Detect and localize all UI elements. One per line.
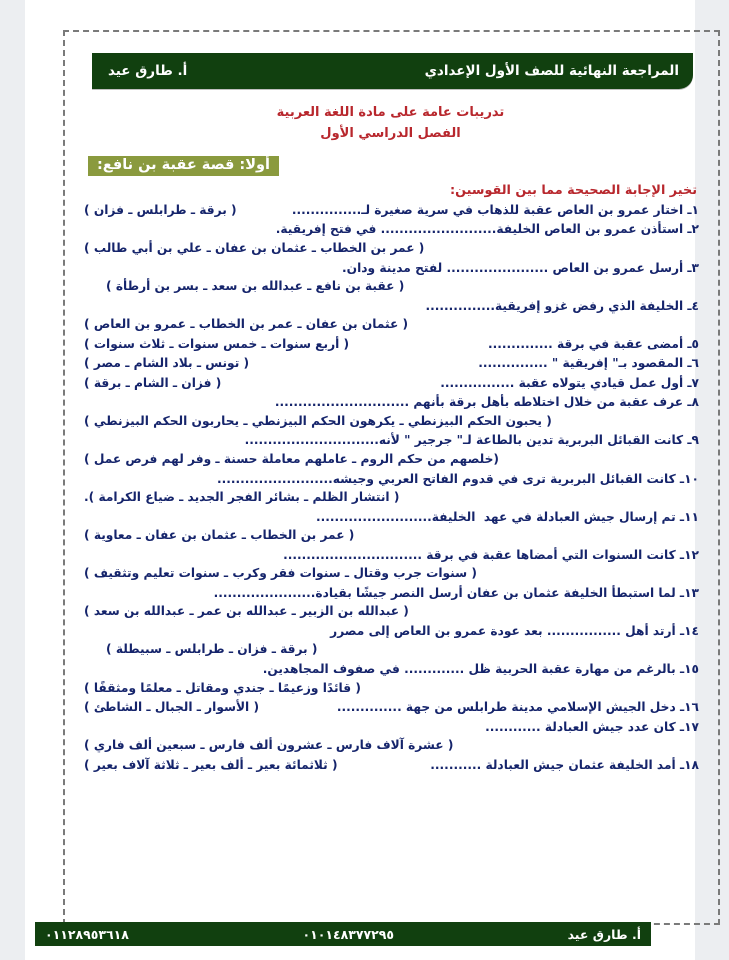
question-item (80, 660, 701, 697)
subtitle-block (80, 102, 701, 145)
question-item (80, 259, 701, 296)
question-text: ١٠ـ كانت القبائل البربرية ترى في قدوم الفاتح العربي وجيشه......................... (217, 471, 699, 486)
document-title: المراجعة النهائية للصف الأول الإعدادي (424, 63, 679, 79)
question-text: ٨ـ عرف عقبة من خلال اختلاطه بأهل برقة بأنهم ............................. (274, 395, 699, 410)
question-choices: ( يحبون الحكم البيزنطي ـ يكرهون الحكم البيزنطي ـ يحاربون الحكم البيزنطي ) (84, 413, 552, 428)
question-item (80, 335, 701, 354)
question-row (80, 201, 701, 220)
question-text: ١٢ـ كانت السنوات التي أمضاها عقبة في برقة .............................. (283, 547, 699, 562)
question-row (80, 756, 701, 775)
question-text: ١٦ـ دخل الجيش الإسلامي مدينة طرابلس من جهة .............. (336, 700, 699, 715)
question-item (80, 431, 701, 468)
question-text: ٣ـ أرسل عمرو بن العاص ...................... لفتح مدينة ودان. (342, 260, 699, 275)
question-choices: ( سنوات جرب وقتال ـ سنوات فقر وكرب ـ سنوات تعليم وتثقيف ) (84, 566, 477, 581)
question-choices: ( عمر بن الخطاب ـ عثمان بن عفان ـ معاوية ) (84, 528, 355, 543)
question-item (80, 546, 701, 583)
question-item (80, 297, 701, 334)
question-text: ٥ـ أمضى عقبة في برقة .............. (487, 336, 699, 351)
question-list (80, 201, 701, 774)
question-choices: ( فزان ـ الشام ـ برقة ) (84, 375, 222, 390)
question-text: ١٥ـ بالرغم من مهارة عقبة الحربية ظل ............. في صفوف المجاهدين. (262, 662, 699, 676)
question-text: ٤ـ الخليفة الذي رفض غزو إفريقية............... (425, 298, 699, 313)
question-item (80, 201, 701, 220)
question-item (80, 508, 701, 545)
question-choices: ( قائدًا وزعيمًا ـ جندي ومقاتل ـ معلمًا ومثقفًا ) (84, 680, 361, 695)
question-text: ٦ـ المقصود بـ" إفريقية " ............... (478, 356, 699, 371)
question-choices: ( تونس ـ بلاد الشام ـ مصر ) (84, 356, 250, 371)
question-item (80, 220, 701, 257)
header-author-name: أ. طارق عيد (108, 63, 188, 79)
question-item (80, 622, 701, 659)
subtitle-line-2: الفصل الدراسي الأول (320, 126, 461, 142)
footer-phone-secondary: ٠١١٢٨٩٥٣٦١٨ (45, 926, 129, 942)
question-choices: ( برقة ـ طرابلس ـ فزان ) (84, 202, 237, 217)
question-text: ١ـ اختار عمرو بن العاص عقبة للذهاب في سرية صغيرة لـ............... (291, 202, 699, 217)
question-choices: ( أربع سنوات ـ خمس سنوات ـ ثلاث سنوات ) (84, 336, 350, 351)
section-instruction: تخير الإجابة الصحيحة مما بين القوسين: (450, 182, 697, 198)
question-item (80, 470, 701, 507)
question-choices: ( عثمان بن عفان ـ عمر بن الخطاب ـ عمرو بن العاص ) (84, 317, 409, 332)
footer-author-name: أ. طارق عيد (567, 926, 641, 942)
question-choices: ( عمر بن الخطاب ـ عثمان بن عفان ـ علي بن أبي طالب ) (84, 240, 425, 255)
question-item (80, 756, 701, 775)
question-item (80, 584, 701, 621)
footer-phone-primary: ٠١٠١٤٨٣٧٧٢٩٥ (302, 926, 395, 942)
question-choices: ( ثلاثمائة بعير ـ ألف بعير ـ ثلاثة آلاف بعير ) (84, 757, 338, 772)
question-row (80, 374, 701, 393)
question-row (80, 698, 701, 717)
question-text: ٧ـ أول عمل قيادي يتولاه عقبة ................ (440, 375, 699, 390)
question-choices: ( عقبة بن نافع ـ عبدالله بن سعد ـ بسر بن أرطأة ) (106, 279, 405, 294)
question-item (80, 393, 701, 430)
subtitle-line-1: تدريبات عامة على مادة اللغة العربية (276, 105, 505, 120)
question-choices: ( الأسوار ـ الجبال ـ الشاطئ ) (84, 700, 260, 715)
question-text: ١٨ـ أمد الخليفة عثمان جيش العبادلة ........... (430, 757, 699, 772)
question-item (80, 718, 701, 755)
document-header-banner (92, 53, 693, 89)
section-heading-row (80, 154, 701, 176)
page-sheet (25, 0, 699, 960)
question-text: ٩ـ كانت القبائل البربرية تدين بالطاعة لـ" جرجير " لأنه............................. (244, 433, 699, 448)
question-text: ١٣ـ لما استبطأ الخليفة عثمان بن عفان أرسل النصر جيشًا بقيادة...................... (213, 585, 699, 600)
question-item (80, 354, 701, 373)
question-text: ١٤ـ أرتد أهل ................ بعد عودة عمرو بن العاص إلى مصرر (330, 623, 699, 638)
section-heading: أولا: قصة عقبة بن نافع: (88, 156, 279, 176)
question-row (80, 335, 701, 354)
document-footer-bar (35, 922, 651, 946)
question-choices: ( انتشار الظلم ـ بشائر الفجر الجديد ـ ضياع الكرامة ). (84, 490, 400, 505)
question-item (80, 698, 701, 717)
question-row (80, 354, 701, 373)
question-choices: ( عشرة آلاف فارس ـ عشرون ألف فارس ـ سبعين ألف فاري ) (84, 738, 454, 753)
question-choices: ( عبدالله بن الزبير ـ عبدالله بن عمر ـ عبدالله بن سعد ) (84, 604, 409, 619)
question-text: ٢ـ استأذن عمرو بن العاص الخليفة......................... في فتح إفريقية. (275, 222, 699, 237)
question-text: ١٧ـ كان عدد جيش العبادلة ............ (485, 719, 699, 734)
question-text: ١١ـ تم إرسال جيش العبادلة في عهد الخليفة......................... (316, 509, 699, 524)
question-item (80, 374, 701, 393)
question-choices: ( برقة ـ فزان ـ طرابلس ـ سبيطلة ) (106, 642, 318, 657)
question-choices: (خلصهم من حكم الروم ـ عاملهم معاملة حسنة ـ وفر لهم فرص عمل ) (84, 451, 499, 466)
document-content (70, 38, 715, 918)
